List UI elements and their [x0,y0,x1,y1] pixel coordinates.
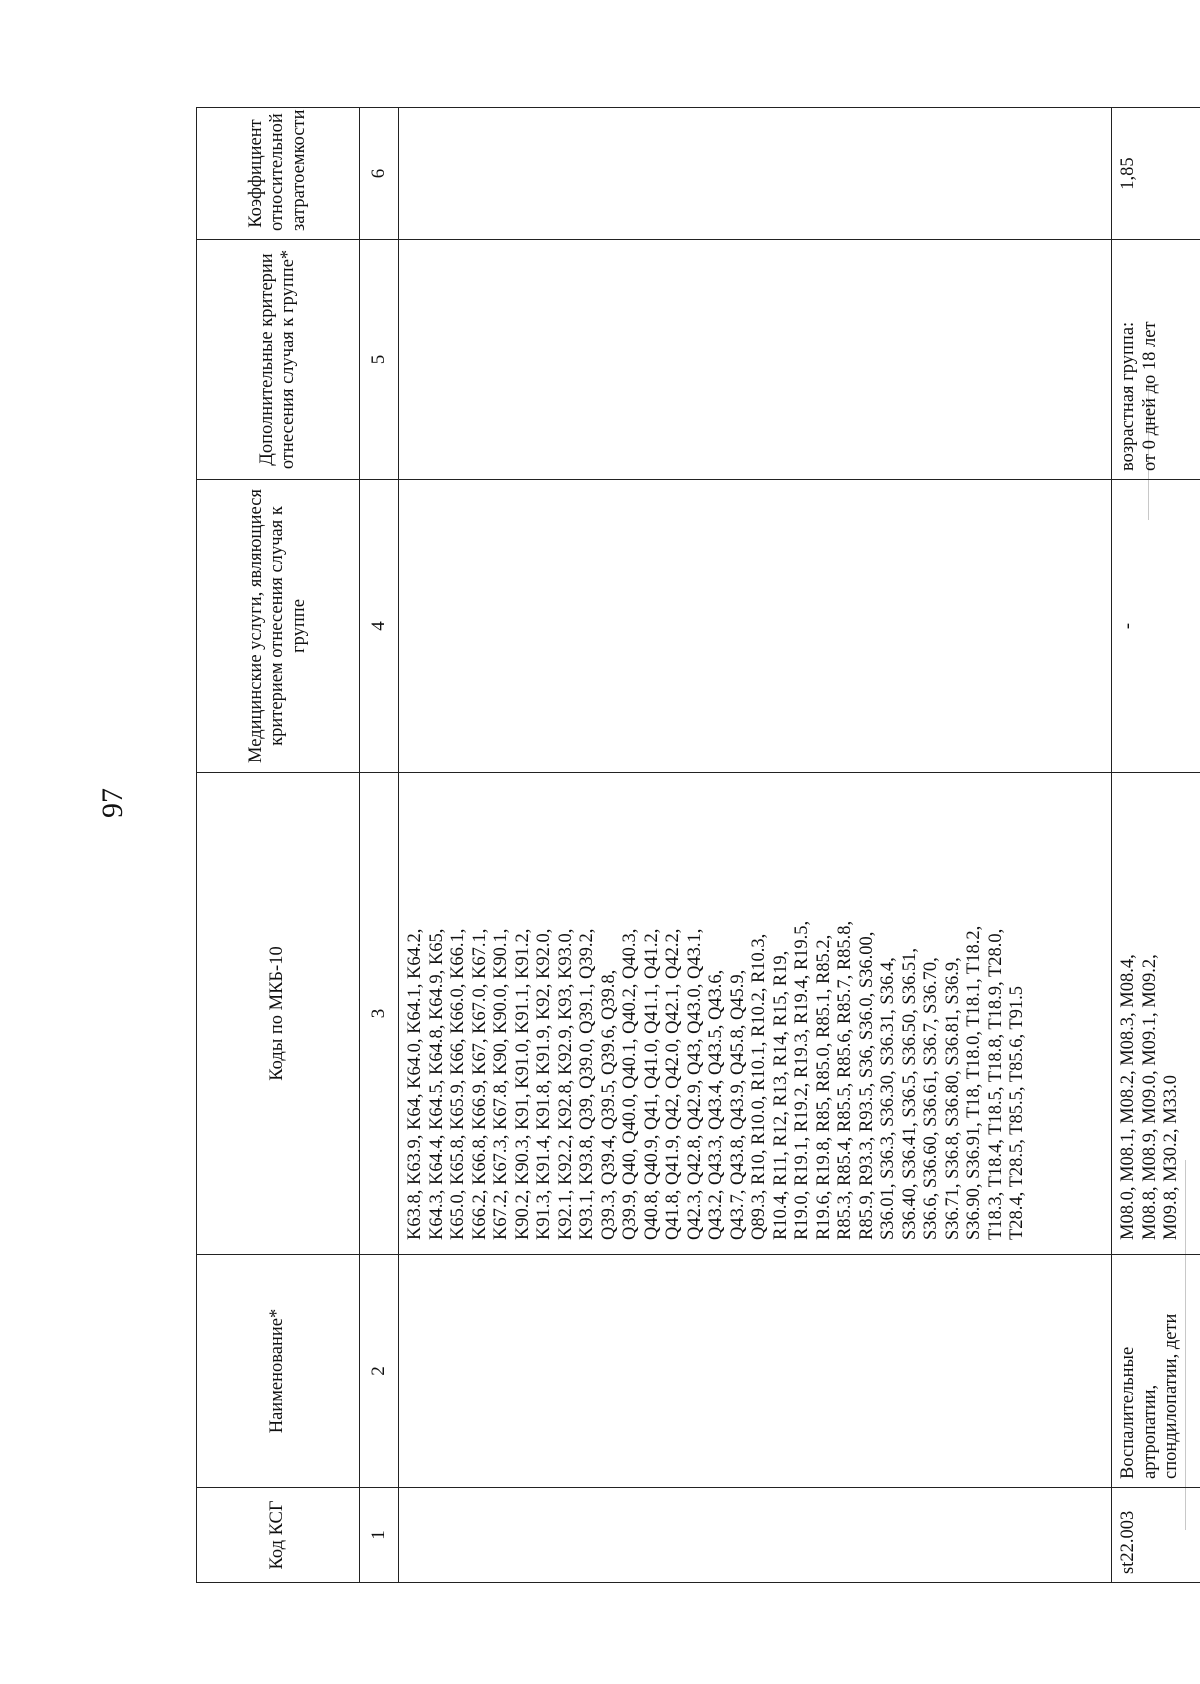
column-number: 2 [360,1255,399,1488]
header-icd-codes: Коды по МКБ-10 [197,773,360,1255]
criteria-cell [1112,240,1200,480]
icd-line: S36.71, S36.8, S36.80, S36.81, S36.9, [942,957,963,1240]
ksg-table [196,107,1200,1583]
icd-line: Q43.2, Q43.3, Q43.4, Q43.5, Q43.6, [706,969,726,1240]
column-number: 4 [360,480,399,773]
icd-codes-cell [1112,773,1200,1255]
column-number: 6 [360,108,399,240]
column-number-row [360,108,399,1583]
icd-line: M09.8, M30.2, M33.0 [1161,1075,1181,1240]
services-cell: - [1112,480,1200,773]
ksg-code-cell: st22.003 [1112,1488,1200,1583]
criteria-cell [399,240,1112,480]
page-number: 97 [96,788,129,818]
icd-line: S36.01, S36.3, S36.30, S36.31, S36.4, [878,957,898,1240]
icd-line: K93.1, K93.8, Q39, Q39.0, Q39.1, Q39.2, [577,928,597,1240]
header-cost-coefficient: Коэффициент относительной затратоемкости [197,108,360,240]
ksg-code-cell [399,1488,1112,1583]
icd-line: T18.3, T18.4, T18.5, T18.8, T18.9, T28.0, [985,928,1006,1240]
icd-line: R10.4, R11, R12, R13, R14, R15, R19, [770,950,791,1240]
services-cell [399,480,1112,773]
icd-line: Q43.7, Q43.8, Q43.9, Q45.8, Q45.9, [727,969,748,1240]
icd-line: K63.8, K63.9, K64, K64.0, K64.1, K64.2, [405,928,425,1240]
icd-line: M08.8, M08.9, M09.0, M09.1, M09.2, [1139,954,1160,1240]
icd-line: Q39.3, Q39.4, Q39.5, Q39.6, Q39.8, [598,969,619,1240]
table-row [399,108,1112,1583]
icd-line: M08.0, M08.1, M08.2, M08.3, M08.4, [1118,954,1138,1240]
column-number: 5 [360,240,399,480]
icd-line: R85.3, R85.4, R85.5, R85.6, R85.7, R85.8, [835,920,855,1240]
name-cell: Воспалительные артропатии, спондилопатии, дети [1112,1255,1200,1488]
icd-line: K66.2, K66.8, K66.9, K67, K67.0, K67.1, [469,928,490,1240]
icd-line: S36.6, S36.60, S36.61, S36.7, S36.70, [921,957,941,1240]
icd-line: R85.9, R93.3, R93.5, S36, S36.0, S36.00, [856,931,877,1240]
icd-line: K65.0, K65.8, K65.9, K66, K66.0, K66.1, [448,928,468,1240]
header-name: Наименование* [197,1255,360,1488]
column-number: 1 [360,1488,399,1583]
criteria-line: от 0 дней до 18 лет [1139,321,1160,471]
header-extra-criteria: Дополнительные критерии отнесения случая к группе* [197,240,360,480]
rotated-table-wrapper [196,108,1200,1583]
icd-line: R19.6, R19.8, R85, R85.0, R85.1, R85.2, [813,934,834,1240]
icd-codes-cell [399,773,1112,1255]
coefficient-cell [399,108,1112,240]
icd-line: S36.90, S36.91, T18, T18.0, T18.1, T18.2, [964,925,984,1240]
icd-line: Q42.3, Q42.8, Q42.9, Q43, Q43.0, Q43.1, [684,928,705,1240]
icd-line: R19.0, R19.1, R19.2, R19.3, R19.4, R19.5, [792,920,812,1240]
icd-line: T28.4, T28.5, T85.5, T85.6, T91.5 [1007,985,1027,1240]
icd-line: Q39.9, Q40, Q40.0, Q40.1, Q40.2, Q40.3, [620,928,640,1240]
icd-line: K90.2, K90.3, K91, K91.0, K91.1, K91.2, [512,928,533,1240]
name-cell [399,1255,1112,1488]
table-row [1112,108,1200,1583]
icd-line: K92.1, K92.2, K92.8, K92.9, K93, K93.0, [555,928,576,1240]
header-medical-services: Медицинские услуги, являющиеся критерием отнесения случая к группе [197,480,360,773]
header-row [197,108,360,1583]
icd-line: Q89.3, R10, R10.0, R10.1, R10.2, R10.3, [749,933,769,1240]
icd-line: K91.3, K91.4, K91.8, K91.9, K92, K92.0, [534,928,554,1240]
icd-line: Q41.8, Q41.9, Q42, Q42.0, Q42.1, Q42.2, [663,928,683,1240]
icd-line: K64.3, K64.4, K64.5, K64.8, K64.9, K65, [426,928,447,1240]
header-ksg-code: Код КСГ [197,1488,360,1583]
icd-line: K67.2, K67.3, K67.8, K90, K90.0, K90.1, [491,928,511,1240]
column-number: 3 [360,773,399,1255]
coefficient-cell: 1,85 [1112,108,1200,240]
icd-line: Q40.8, Q40.9, Q41, Q41.0, Q41.1, Q41.2, [641,928,662,1240]
icd-line: S36.40, S36.41, S36.5, S36.50, S36.51, [899,948,920,1240]
criteria-line: возрастная группа: [1118,321,1138,471]
